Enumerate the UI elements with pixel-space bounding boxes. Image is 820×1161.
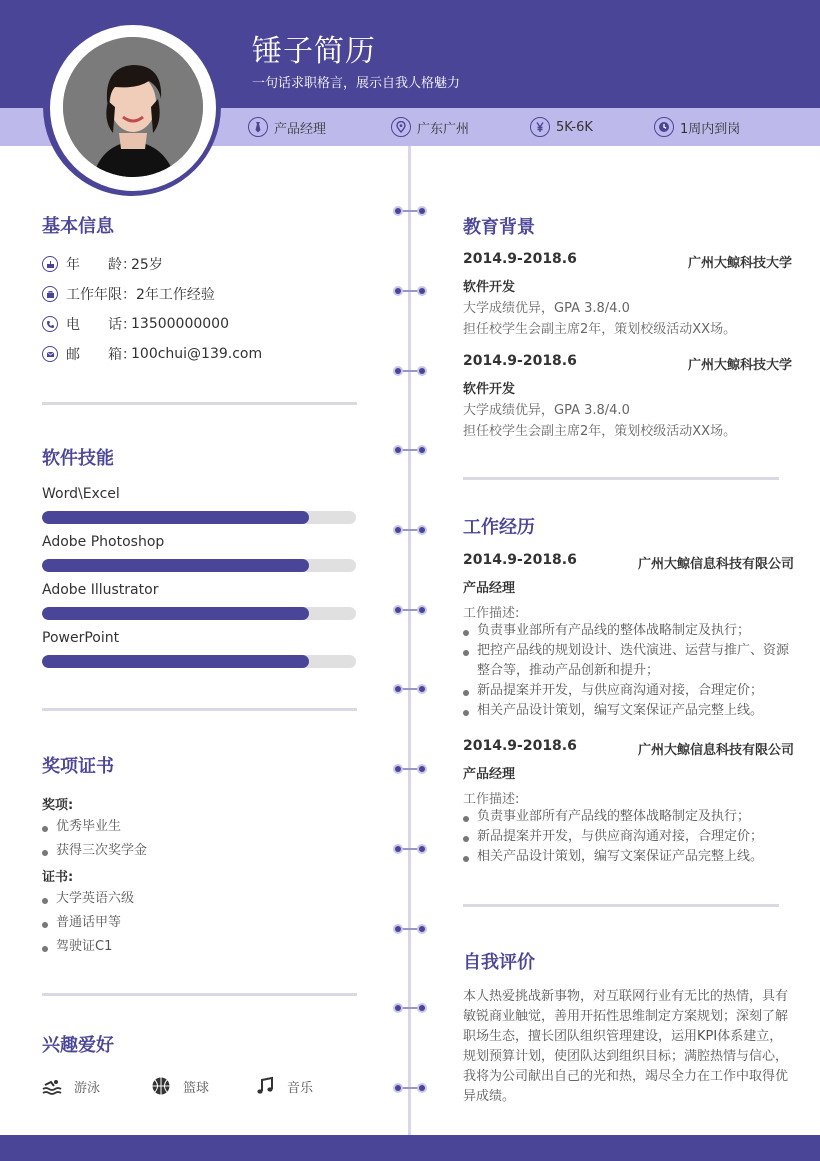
- divider: [42, 402, 357, 405]
- clock-icon: [654, 117, 674, 137]
- skill-bar-fill: [42, 655, 309, 668]
- hobby-label: 篮球: [183, 1080, 210, 1096]
- timeline-connector: [392, 1002, 428, 1014]
- work-company: 广州大鲸信息科技有限公司: [637, 557, 794, 572]
- phone-value: 13500000000: [131, 316, 229, 332]
- hobby-label: 游泳: [74, 1080, 101, 1096]
- swim-icon: [42, 1076, 62, 1096]
- info-location-text: 广东广州: [417, 121, 470, 137]
- resume-title: 锤子简历: [252, 34, 376, 69]
- work-label: 工作年限：: [66, 287, 136, 303]
- divider: [463, 477, 779, 480]
- timeline-connector: [392, 763, 428, 775]
- skills-title: 软件技能: [42, 448, 114, 469]
- footer-band: [0, 1135, 820, 1161]
- email-value: 100chui@139.com: [131, 346, 263, 362]
- phone-icon: [42, 316, 58, 332]
- hobbies-title: 兴趣爱好: [42, 1035, 114, 1056]
- skill-name: Adobe Illustrator: [42, 582, 159, 598]
- work-role: 产品经理: [463, 581, 516, 596]
- work-desc-head: 工作描述:: [463, 792, 520, 807]
- skill-name: Word\Excel: [42, 486, 120, 502]
- cake-icon: [42, 256, 58, 272]
- skill-bar: [42, 655, 356, 668]
- timeline-connector: [392, 604, 428, 616]
- basic-info-title: 基本信息: [42, 216, 114, 237]
- edu-line: 大学成绩优异，GPA 3.8/4.0: [463, 403, 630, 418]
- self-eval-text: 本人热爱挑战新事物，对互联网行业有无比的热情，具有敏锐商业触觉，善用开拓性思维制定方案规划；深刻了解职场生态，擅长团队组织管理建设，运用KPI体系建立，规划预算计划，使团队达到组织目标；满腔热情与信心，我将为公司献出自己的光和热，竭尽全力在工作中取得优异成绩。: [463, 989, 789, 1104]
- info-position-text: 产品经理: [274, 121, 327, 137]
- list-item: 优秀毕业生: [42, 817, 121, 837]
- info-availability: [654, 116, 740, 138]
- edu-line: 担任校学生会副主席2年，策划校级活动XX场。: [463, 424, 737, 439]
- skill-bar-fill: [42, 559, 309, 572]
- hobby-swim: [42, 1076, 100, 1096]
- timeline-connector: [392, 1082, 428, 1094]
- work-bullet: 把控产品线的规划设计、迭代演进、运营与推广、资源整合等，推动产品创新和提升；: [463, 641, 793, 681]
- slogan: 一句话求职格言，展示自我人格魅力: [252, 76, 461, 91]
- edu-date: 2014.9-2018.6: [463, 353, 577, 369]
- skill-bar: [42, 559, 356, 572]
- briefcase-icon: [42, 286, 58, 302]
- yen-icon: [530, 117, 550, 137]
- work-company: 广州大鲸信息科技有限公司: [637, 743, 794, 758]
- music-icon: [255, 1076, 275, 1096]
- work-bullet: 负责事业部所有产品线的整体战略制定及执行；: [463, 621, 793, 641]
- basic-row-age: [42, 254, 163, 274]
- basic-row-email: [42, 344, 262, 364]
- work-bullet: 相关产品设计策划，编写文案保证产品完整上线。: [463, 701, 793, 721]
- age-label: 年 龄：: [66, 257, 136, 273]
- timeline-connector: [392, 285, 428, 297]
- location-icon: [391, 117, 411, 137]
- basic-row-phone: [42, 314, 229, 334]
- timeline-connector: [392, 205, 428, 217]
- timeline-connector: [392, 923, 428, 935]
- age-value: 25岁: [131, 257, 163, 273]
- divider: [42, 993, 357, 996]
- work-title: 工作经历: [463, 517, 535, 538]
- awards-title: 奖项证书: [42, 756, 114, 777]
- portrait-image: [63, 37, 203, 177]
- skill-name: Adobe Photoshop: [42, 534, 165, 550]
- edu-school: 广州大鲸科技大学: [687, 358, 792, 373]
- awards-head: 奖项:: [42, 798, 74, 813]
- timeline-connector: [392, 444, 428, 456]
- skill-bar: [42, 607, 356, 620]
- info-location: [391, 116, 469, 138]
- info-availability-text: 1周内到岗: [680, 121, 741, 137]
- basic-row-work: [42, 284, 215, 304]
- list-item: 大学英语六级: [42, 889, 134, 909]
- edu-major: 软件开发: [463, 280, 516, 295]
- work-date: 2014.9-2018.6: [463, 552, 577, 568]
- work-value: 2年工作经验: [136, 287, 215, 303]
- education-title: 教育背景: [463, 217, 535, 238]
- email-label: 邮 箱：: [66, 347, 136, 363]
- skill-bar-fill: [42, 511, 309, 524]
- self-eval-title: 自我评价: [463, 952, 535, 973]
- list-item: 普通话甲等: [42, 913, 121, 933]
- skill-name: PowerPoint: [42, 630, 120, 646]
- tie-icon: [248, 117, 268, 137]
- timeline-connector: [392, 843, 428, 855]
- work-bullet: 负责事业部所有产品线的整体战略制定及执行；: [463, 807, 793, 827]
- edu-date: 2014.9-2018.6: [463, 251, 577, 267]
- avatar: [63, 37, 203, 177]
- certs-head: 证书:: [42, 870, 74, 885]
- timeline-connector: [392, 683, 428, 695]
- mail-icon: [42, 346, 58, 362]
- divider: [42, 708, 357, 711]
- work-desc-head: 工作描述:: [463, 606, 520, 621]
- basketball-icon: [151, 1076, 171, 1096]
- info-position: [248, 116, 326, 138]
- timeline-connector: [392, 524, 428, 536]
- edu-line: 大学成绩优异，GPA 3.8/4.0: [463, 301, 630, 316]
- edu-school: 广州大鲸科技大学: [687, 256, 792, 271]
- edu-major: 软件开发: [463, 382, 516, 397]
- edu-line: 担任校学生会副主席2年，策划校级活动XX场。: [463, 322, 737, 337]
- hobby-label: 音乐: [287, 1080, 314, 1096]
- work-bullet: 新品提案并开发，与供应商沟通对接，合理定价；: [463, 681, 793, 701]
- list-item: 获得三次奖学金: [42, 841, 147, 861]
- work-bullet: 新品提案并开发，与供应商沟通对接，合理定价；: [463, 827, 793, 847]
- hobby-basketball: [151, 1076, 209, 1096]
- divider: [463, 904, 779, 907]
- info-salary: [530, 116, 593, 138]
- info-salary-text: 5K-6K: [556, 119, 593, 135]
- timeline-connector: [392, 365, 428, 377]
- work-role: 产品经理: [463, 767, 516, 782]
- work-bullet: 相关产品设计策划，编写文案保证产品完整上线。: [463, 847, 793, 867]
- list-item: 驾驶证C1: [42, 937, 112, 957]
- skill-bar-fill: [42, 607, 309, 620]
- phone-label: 电 话：: [66, 317, 136, 333]
- hobby-music: [255, 1076, 313, 1096]
- work-date: 2014.9-2018.6: [463, 738, 577, 754]
- skill-bar: [42, 511, 356, 524]
